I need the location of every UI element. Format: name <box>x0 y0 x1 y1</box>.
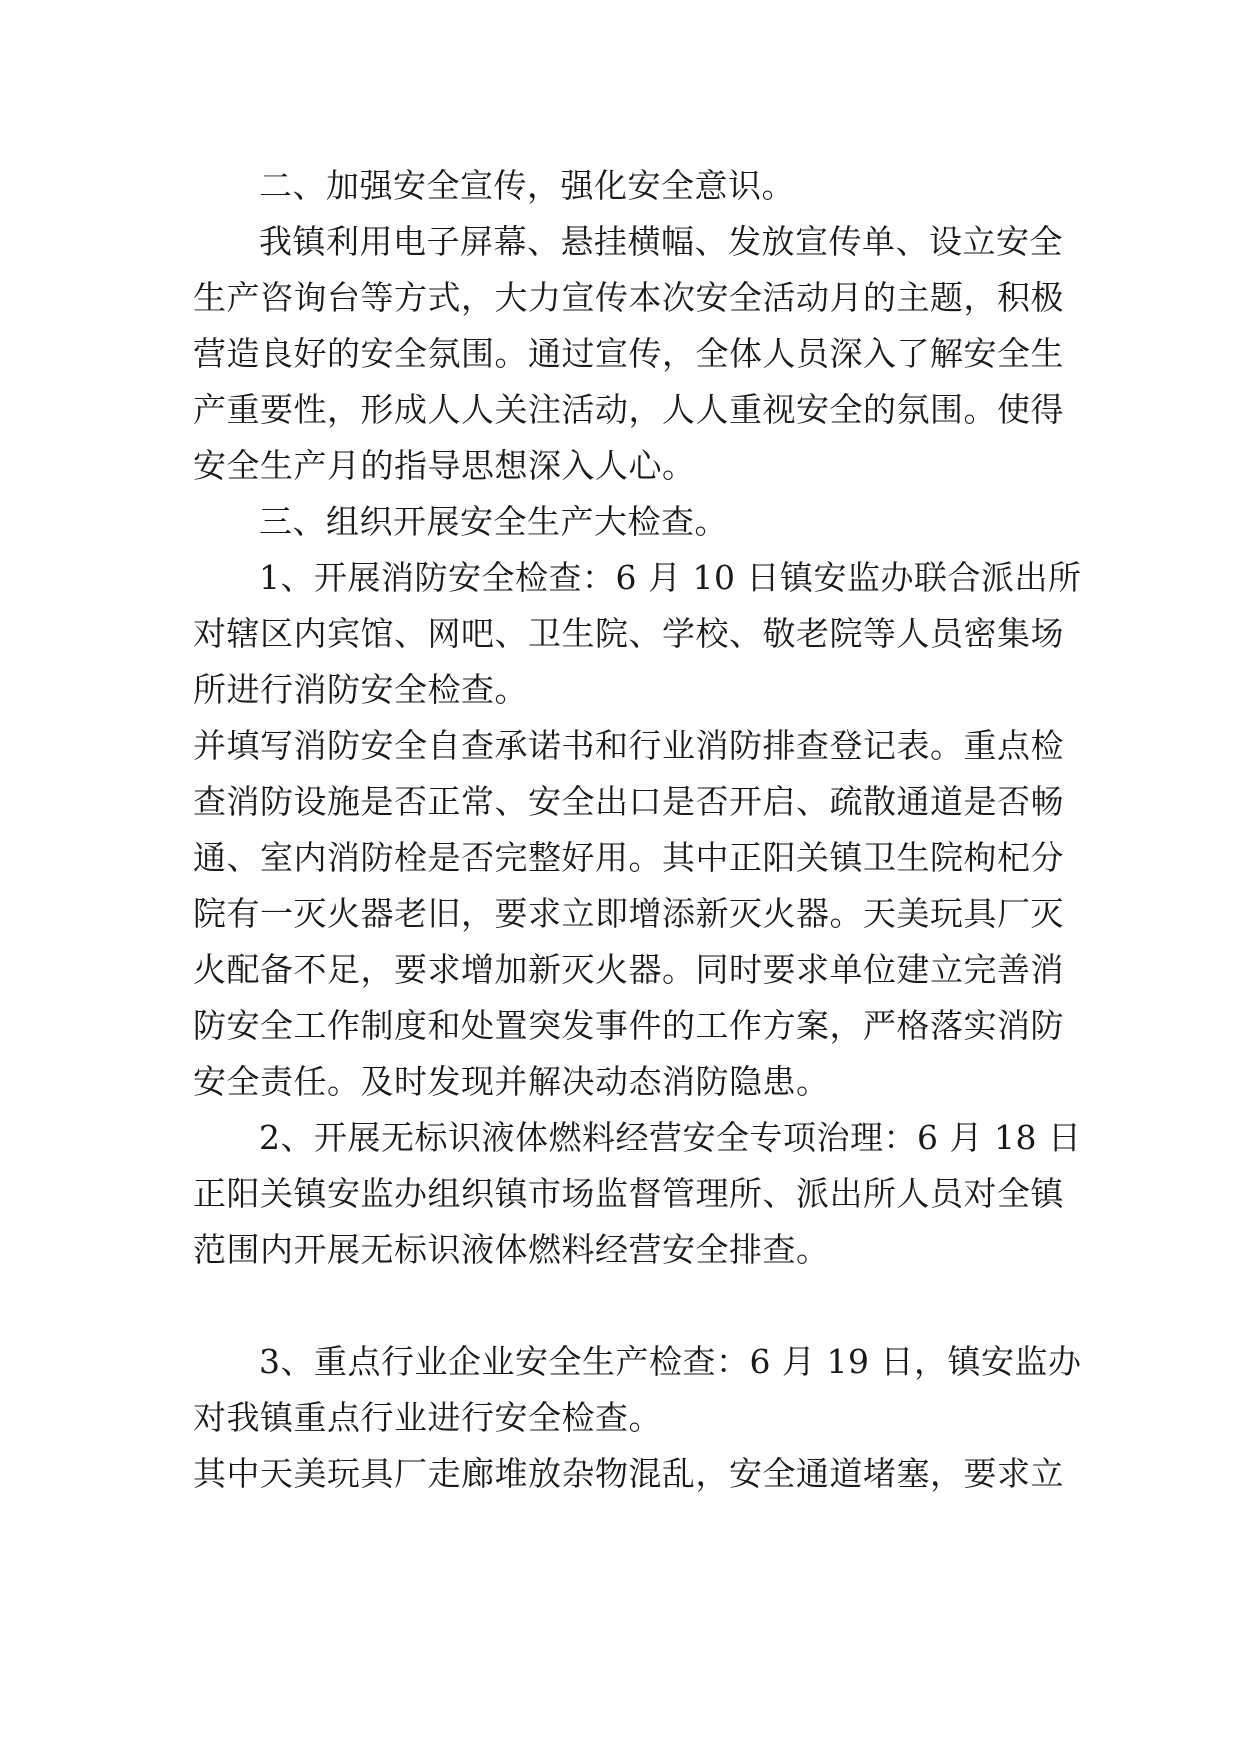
text-line: 对辖区内宾馆、网吧、卫生院、学校、敬老院等人员密集场 <box>193 614 1064 653</box>
text-line: 营造良好的安全氛围。通过宣传，全体人员深入了解安全生 <box>193 334 1064 373</box>
text-line: 查消防设施是否正常、安全出口是否开启、疏散通道是否畅 <box>193 782 1064 821</box>
text-line: 其中天美玩具厂走廊堆放杂物混乱，安全通道堵塞，要求立 <box>193 1454 1064 1493</box>
text-line: 我镇利用电子屏幕、悬挂横幅、发放宣传单、设立安全 <box>259 222 1063 261</box>
text-line: 通、室内消防栓是否完整好用。其中正阳关镇卫生院枸杞分 <box>193 838 1064 877</box>
text-line: 防安全工作制度和处置突发事件的工作方案，严格落实消防 <box>193 1006 1064 1045</box>
text-line: 范围内开展无标识液体燃料经营安全排查。 <box>193 1230 830 1269</box>
paragraph-gap <box>193 1278 1053 1334</box>
text-line: 并填写消防安全自查承诺书和行业消防排查登记表。重点检 <box>193 726 1064 765</box>
text-line: 3、重点行业企业安全生产检查：6 月 19 日，镇安监办 <box>259 1342 1082 1381</box>
text-line: 二、加强安全宣传，强化安全意识。 <box>259 166 795 205</box>
document-body <box>193 158 1082 1502</box>
text-line: 三、组织开展安全生产大检查。 <box>259 502 728 541</box>
text-line: 对我镇重点行业进行安全检查。 <box>193 1398 662 1437</box>
text-line: 院有一灭火器老旧，要求立即增添新灭火器。天美玩具厂灭 <box>193 894 1064 933</box>
text-line: 生产咨询台等方式，大力宣传本次安全活动月的主题，积极 <box>193 278 1064 317</box>
text-line: 安全责任。及时发现并解决动态消防隐患。 <box>193 1062 830 1101</box>
text-line: 2、开展无标识液体燃料经营安全专项治理：6 月 18 日 <box>259 1118 1082 1157</box>
text-line: 火配备不足，要求增加新灭火器。同时要求单位建立完善消 <box>193 950 1064 989</box>
text-line: 所进行消防安全检查。 <box>193 670 528 709</box>
text-line: 产重要性，形成人人关注活动，人人重视安全的氛围。使得 <box>193 390 1064 429</box>
text-line: 正阳关镇安监办组织镇市场监督管理所、派出所人员对全镇 <box>193 1174 1064 1213</box>
text-line: 安全生产月的指导思想深入人心。 <box>193 446 696 485</box>
text-line: 1、开展消防安全检查：6 月 10 日镇安监办联合派出所 <box>259 558 1082 597</box>
